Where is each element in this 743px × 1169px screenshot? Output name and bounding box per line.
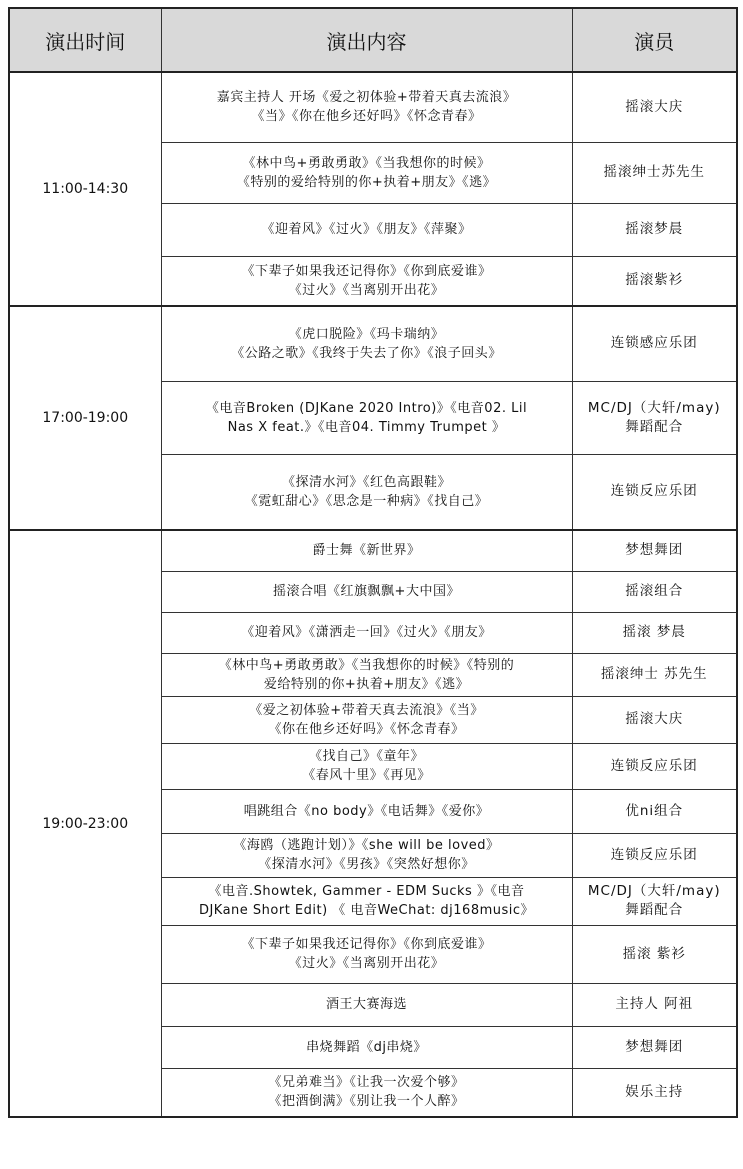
content-line: 《海鸥（逃跑计划）》《she will be loved》 — [233, 838, 500, 853]
content-line: 爱给特别的你+执着+朋友》《逃》 — [263, 676, 470, 692]
performer-line: 连锁反应乐团 — [610, 483, 698, 500]
performance-content-cell — [161, 1026, 572, 1068]
content-line: 唱跳组合《no body》《电话舞》《爱你》 — [243, 803, 490, 819]
performer-cell — [572, 612, 737, 653]
content-line: 《林中鸟+勇敢勇敢》《当我想你的时候》《特别的 — [218, 657, 515, 673]
time-slot-group — [9, 530, 737, 1117]
performer-line: 舞蹈配合 — [625, 902, 684, 918]
time-slot-group — [9, 72, 737, 306]
content-line: 《把酒倒满》《别让我一个人醉》 — [268, 1094, 465, 1110]
performer-cell — [572, 203, 737, 256]
performer-line: 摇滚绅士苏先生 — [603, 164, 705, 180]
content-line: 《当》《你在他乡还好吗》《怀念青春》 — [251, 109, 482, 125]
header-content: 演出内容 — [161, 8, 572, 72]
performer-line: 舞蹈配合 — [625, 418, 684, 435]
content-line: Nas X feat.》《电音04. Timmy Trumpet 》 — [227, 419, 506, 435]
performer-cell — [572, 381, 737, 454]
time-slot-cell: 17:00-19:00 — [9, 306, 161, 530]
performer-cell — [572, 743, 737, 789]
performer-line: 摇滚组合 — [625, 583, 684, 599]
content-line: 《过火》《当离别开出花》 — [288, 282, 445, 298]
performer-line: 梦想舞团 — [625, 542, 684, 559]
performer-cell — [572, 306, 737, 381]
content-line: 《兄弟难当》《让我一次爱个够》 — [268, 1075, 465, 1091]
content-line: 《迎着风》《潇洒走一回》《过火》《朋友》 — [241, 625, 492, 640]
content-line: 《春风十里》《再见》 — [302, 768, 431, 783]
performer-line: 连锁反应乐团 — [610, 757, 698, 774]
performer-cell — [572, 1068, 737, 1117]
performer-cell — [572, 696, 737, 743]
performer-line: 摇滚绅士 苏先生 — [600, 666, 708, 682]
performer-cell — [572, 833, 737, 877]
content-line: DJKane Short Edit) 《 电音WeChat: dj168music》 — [198, 903, 535, 918]
performer-line: 摇滚 梦晨 — [622, 624, 686, 640]
performer-cell — [572, 142, 737, 203]
performance-content-cell — [161, 789, 572, 833]
content-line: 《找自己》《童年》 — [308, 749, 424, 764]
content-line: 《电音Broken (DJKane 2020 Intro)》《电音02. Lil — [205, 400, 528, 416]
performer-line: 摇滚梦晨 — [625, 221, 684, 237]
performance-content-cell — [161, 571, 572, 612]
header-time: 演出时间 — [9, 8, 161, 72]
content-line: 《虎口脱险》《玛卡瑞纳》 — [288, 326, 445, 342]
performer-line: 连锁感应乐团 — [610, 335, 698, 352]
content-line: 《公路之歌》《我终于失去了你》《浪子回头》 — [231, 345, 502, 361]
content-line: 《探清水河》《红色高跟鞋》 — [281, 474, 451, 490]
performance-content-cell — [161, 142, 572, 203]
table-row — [9, 530, 737, 571]
performance-content-cell — [161, 696, 572, 743]
performance-content-cell — [161, 653, 572, 696]
content-line: 嘉宾主持人 开场《爱之初体验+带着天真去流浪》 — [216, 90, 517, 106]
performance-content-cell — [161, 306, 572, 381]
performance-content-cell — [161, 381, 572, 454]
content-line: 酒王大赛海选 — [325, 997, 407, 1012]
content-line: 《迎着风》《过火》《朋友》《萍聚》 — [261, 222, 472, 237]
performance-content-cell — [161, 743, 572, 789]
content-line: 《下辈子如果我还记得你》《你到底爱谁》 — [241, 937, 492, 952]
performance-content-cell — [161, 1068, 572, 1117]
content-line: 《特别的爱给特别的你+执着+朋友》《逃》 — [236, 174, 497, 190]
content-line: 《林中鸟+勇敢勇敢》《当我想你的时候》 — [242, 155, 491, 171]
content-line: 《你在他乡还好吗》《怀念青春》 — [268, 721, 465, 737]
performance-content-cell — [161, 72, 572, 142]
time-slot-cell: 11:00-14:30 — [9, 72, 161, 306]
performer-line: 娱乐主持 — [625, 1083, 684, 1100]
performer-cell — [572, 983, 737, 1026]
performer-cell — [572, 653, 737, 696]
performance-content-cell — [161, 203, 572, 256]
performer-line: 摇滚 紫衫 — [622, 945, 686, 962]
header-actor: 演员 — [572, 8, 737, 72]
performer-line: 摇滚大庆 — [625, 98, 684, 115]
performer-cell — [572, 72, 737, 142]
content-line: 《爱之初体验+带着天真去流浪》《当》 — [249, 702, 484, 718]
content-line: 摇滚合唱《红旗飘飘+大中国》 — [273, 584, 460, 599]
performer-cell — [572, 530, 737, 571]
performer-line: 主持人 阿祖 — [615, 996, 694, 1012]
content-line: 串烧舞蹈《dj串烧》 — [306, 1039, 427, 1055]
performer-cell — [572, 877, 737, 925]
performer-cell — [572, 571, 737, 612]
performer-line: 连锁反应乐团 — [610, 846, 698, 863]
performance-content-cell — [161, 530, 572, 571]
performer-cell — [572, 454, 737, 530]
performer-line: 摇滚大庆 — [625, 711, 684, 727]
content-line: 《探清水河》《男孩》《突然好想你》 — [258, 857, 475, 872]
time-slot-group — [9, 306, 737, 530]
performance-content-cell — [161, 833, 572, 877]
performer-line: 优ni组合 — [625, 802, 684, 819]
performer-cell — [572, 1026, 737, 1068]
performance-content-cell — [161, 877, 572, 925]
performance-content-cell — [161, 454, 572, 530]
content-line: 《电音.Showtek, Gammer - EDM Sucks 》《电音 — [208, 884, 525, 899]
table-row — [9, 72, 737, 142]
performer-line: MC/DJ（大轩/may) — [587, 883, 721, 899]
performer-cell — [572, 256, 737, 306]
table-row — [9, 306, 737, 381]
performer-line: 梦想舞团 — [625, 1038, 684, 1055]
performance-schedule-table — [8, 7, 738, 1118]
content-line: 《下辈子如果我还记得你》《你到底爱谁》 — [241, 263, 492, 279]
content-line: 爵士舞《新世界》 — [312, 543, 421, 559]
time-slot-cell: 19:00-23:00 — [9, 530, 161, 1117]
performance-content-cell — [161, 925, 572, 983]
performance-content-cell — [161, 256, 572, 306]
performer-cell — [572, 925, 737, 983]
performer-cell — [572, 789, 737, 833]
content-line: 《霓虹甜心》《思念是一种病》《找自己》 — [244, 493, 489, 509]
performer-line: 摇滚紫衫 — [625, 272, 684, 289]
performer-line: MC/DJ（大轩/may) — [587, 399, 721, 416]
performance-content-cell — [161, 612, 572, 653]
table-header — [9, 8, 737, 72]
content-line: 《过火》《当离别开出花》 — [288, 956, 445, 971]
performance-content-cell — [161, 983, 572, 1026]
